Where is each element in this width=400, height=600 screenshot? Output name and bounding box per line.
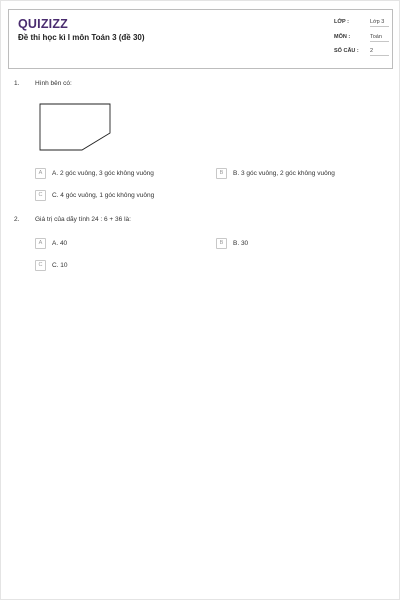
meta-value: Lớp 3	[370, 19, 389, 27]
pentagon-figure	[39, 103, 111, 151]
meta-label: MÔN :	[334, 33, 351, 40]
q2-option-b[interactable]	[216, 237, 248, 249]
question-number: 1.	[14, 80, 20, 87]
q1-option-a[interactable]	[35, 167, 154, 179]
option-letter-box: A	[35, 168, 46, 179]
meta-row-class	[334, 19, 389, 34]
logo-text: QUIZIZZ	[18, 17, 69, 31]
q1-option-b[interactable]	[216, 167, 335, 179]
option-text: A. 40	[52, 239, 68, 247]
q2-option-c[interactable]	[35, 259, 68, 271]
q1-option-c[interactable]	[35, 189, 154, 201]
option-letter-box: C	[35, 260, 46, 271]
option-letter-box: B	[216, 238, 227, 249]
question-number: 2.	[14, 216, 20, 223]
option-text: B. 3 góc vuông, 2 góc không vuông	[233, 169, 335, 177]
meta-label: SỐ CÂU :	[334, 48, 359, 54]
option-letter-box: C	[35, 190, 46, 201]
question-text: Giá trị của dãy tính 24 : 6 + 36 là:	[35, 216, 131, 223]
option-text: C. 10	[52, 261, 68, 269]
meta-value: 2	[370, 48, 389, 56]
meta-label: LỚP :	[334, 19, 349, 25]
meta-row-question-count	[334, 48, 389, 63]
option-letter-box: A	[35, 238, 46, 249]
quizizz-logo	[18, 17, 68, 31]
meta-row-subject	[334, 34, 389, 49]
option-text: C. 4 góc vuông, 1 góc không vuông	[52, 191, 155, 199]
worksheet-meta	[334, 19, 389, 63]
q2-option-a[interactable]	[35, 237, 67, 249]
meta-value: Toán	[370, 34, 389, 42]
option-text: A. 2 góc vuông, 3 góc không vuông	[52, 169, 154, 177]
option-letter-box: B	[216, 168, 227, 179]
worksheet-header	[8, 9, 393, 69]
option-text: B. 30	[233, 239, 249, 247]
question-text: Hình bên có:	[35, 80, 72, 87]
worksheet-title: Đề thi học kì I môn Toán 3 (đề 30)	[18, 33, 145, 42]
